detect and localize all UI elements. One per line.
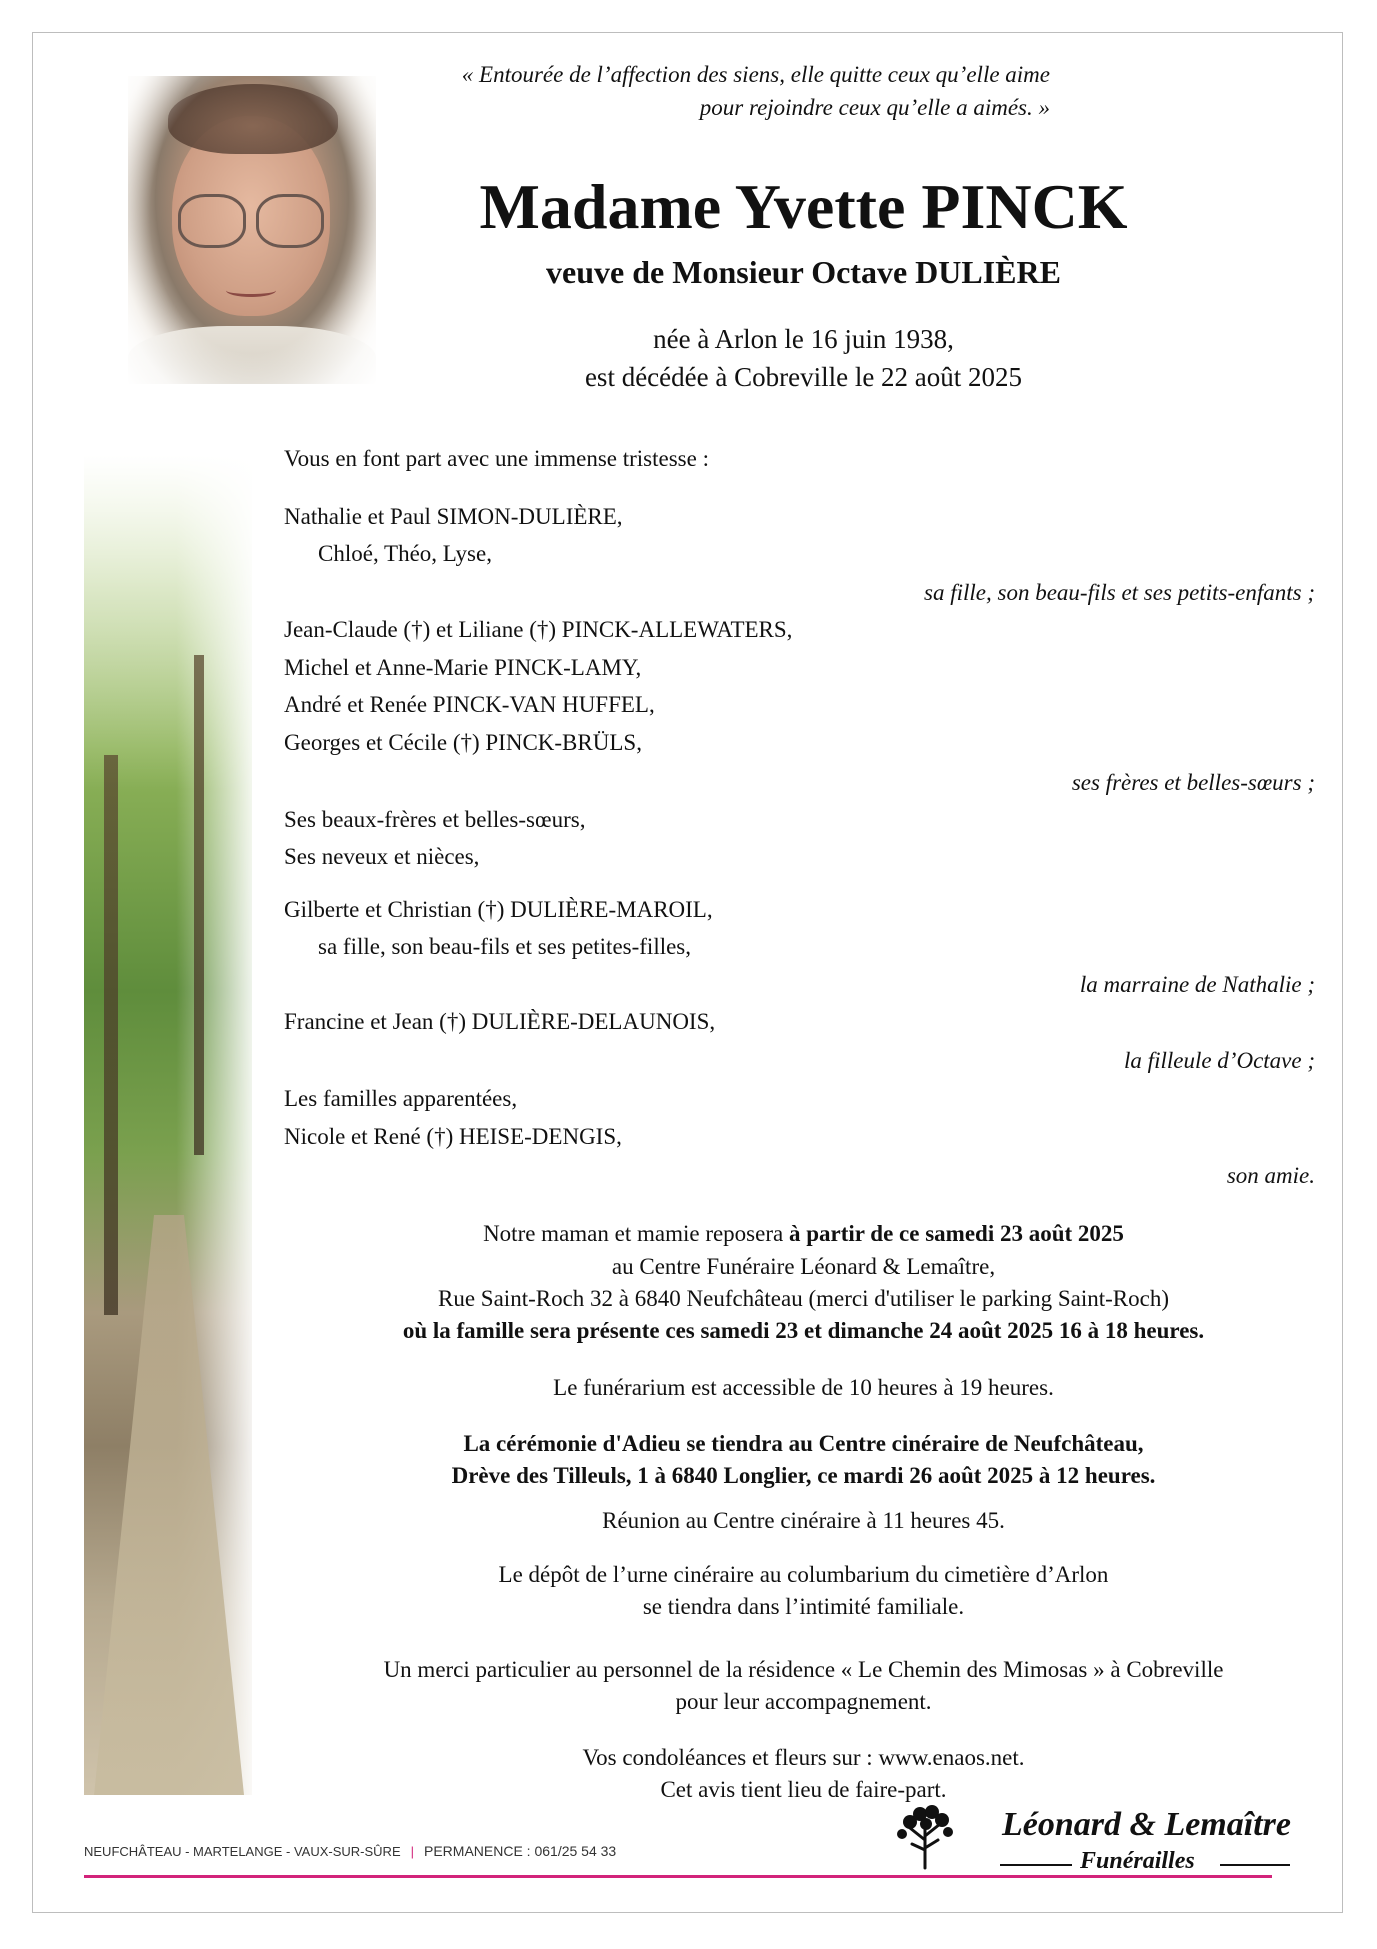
- widow-of: veuve de Monsieur Octave DULIÈRE: [546, 254, 1061, 290]
- relation-line: la filleule d’Octave ;: [1124, 1048, 1315, 1073]
- footer-locations: NEUFCHÂTEAU - MARTELANGE - VAUX-SUR-SÛRE: [84, 1844, 401, 1859]
- hours-line: Le funérarium est accessible de 10 heures à 19 heures.: [553, 1375, 1054, 1400]
- thanks-line-1: Un merci particulier au personnel de la résidence « Le Chemin des Mimosas » à Cobreville: [383, 1657, 1224, 1682]
- brand-subtitle: Funérailles: [1080, 1848, 1195, 1874]
- footer-accent-line: [84, 1875, 1272, 1878]
- footer-permanence: PERMANENCE : 061/25 54 33: [424, 1843, 617, 1859]
- quote-line-2: pour rejoindre ceux qu’elle a aimés. »: [699, 95, 1050, 120]
- brand-rule-left: [1000, 1864, 1072, 1866]
- urn-line-1: Le dépôt de l’urne cinéraire au columbarium du cimetière d’Arlon: [498, 1562, 1109, 1587]
- family-line: Georges et Cécile (†) PINCK-BRÜLS,: [284, 730, 642, 755]
- rest-line-4: où la famille sera présente ces samedi 23 et dimanche 24 août 2025 16 à 18 heures.: [402, 1318, 1205, 1343]
- rest-line-3: Rue Saint-Roch 32 à 6840 Neufchâteau (merci d'utiliser le parking Saint-Roch): [438, 1286, 1169, 1311]
- family-line: Jean-Claude (†) et Liliane (†) PINCK-ALLEWATERS,: [284, 617, 793, 642]
- ceremony-line-2: Drève des Tilleuls, 1 à 6840 Longlier, ce mardi 26 août 2025 à 12 heures.: [451, 1463, 1156, 1488]
- relation-line: ses frères et belles-sœurs ;: [1071, 770, 1315, 795]
- rest-date: à partir de ce samedi 23 août 2025: [788, 1221, 1124, 1246]
- relation-line: la marraine de Nathalie ;: [1079, 972, 1315, 997]
- family-line: Nathalie et Paul SIMON-DULIÈRE,: [284, 504, 623, 529]
- relation-line: sa fille, son beau-fils et ses petits-enfants ;: [924, 580, 1315, 605]
- deceased-name: Madame Yvette PINCK: [479, 171, 1128, 242]
- family-line: sa fille, son beau-fils et ses petites-filles,: [318, 934, 692, 959]
- rest-line-2: au Centre Funéraire Léonard & Lemaître,: [611, 1254, 996, 1279]
- rest-line-1: [0, 1221, 1377, 1247]
- rest-intro: Notre maman et mamie reposera: [483, 1221, 789, 1246]
- family-line: Francine et Jean (†) DULIÈRE-DELAUNOIS,: [284, 1009, 716, 1034]
- family-line: Les familles apparentées,: [284, 1086, 518, 1111]
- footer-contact: [84, 1843, 616, 1859]
- condolences-line: Vos condoléances et fleurs sur : www.enaos.net.: [582, 1745, 1025, 1770]
- family-line: Gilberte et Christian (†) DULIÈRE-MAROIL,: [284, 897, 713, 922]
- intro-line: Vous en font part avec une immense tristesse :: [284, 446, 709, 471]
- meeting-line: Réunion au Centre cinéraire à 11 heures 45.: [602, 1508, 1005, 1533]
- ceremony-line-1: La cérémonie d'Adieu se tiendra au Centre cinéraire de Neufchâteau,: [463, 1431, 1144, 1456]
- funeral-home-logo: [890, 1800, 1300, 1874]
- notice-line: Cet avis tient lieu de faire-part.: [660, 1777, 947, 1802]
- family-line: Ses beaux-frères et belles-sœurs,: [284, 807, 586, 832]
- quote-line-1: « Entourée de l’affection des siens, elle quitte ceux qu’elle aime: [461, 62, 1050, 87]
- family-line: André et Renée PINCK-VAN HUFFEL,: [284, 692, 655, 717]
- family-line: Michel et Anne-Marie PINCK-LAMY,: [284, 655, 642, 680]
- thanks-line-2: pour leur accompagnement.: [675, 1689, 932, 1714]
- death-line: est décédée à Cobreville le 22 août 2025: [584, 362, 1023, 392]
- relation-line: son amie.: [1226, 1163, 1315, 1188]
- brand-rule-right: [1220, 1864, 1290, 1866]
- family-line: Nicole et René (†) HEISE-DENGIS,: [284, 1124, 622, 1149]
- tree-icon: [890, 1800, 960, 1870]
- brand-name: Léonard & Lemaître: [1002, 1806, 1291, 1843]
- family-line: Ses neveux et nièces,: [284, 844, 480, 869]
- urn-line-2: se tiendra dans l’intimité familiale.: [642, 1594, 965, 1619]
- birth-line: née à Arlon le 16 juin 1938,: [653, 324, 954, 354]
- footer-separator: |: [410, 1844, 414, 1859]
- family-line: Chloé, Théo, Lyse,: [318, 541, 492, 566]
